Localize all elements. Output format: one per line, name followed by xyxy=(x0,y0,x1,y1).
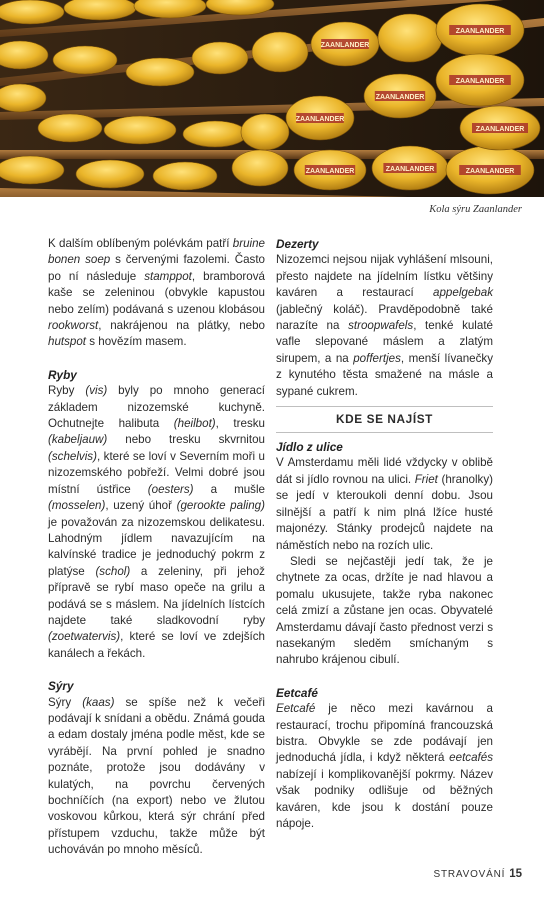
cheese-wheel xyxy=(252,32,308,72)
cheese-wheel xyxy=(364,74,436,118)
cheese-wheel xyxy=(311,22,379,66)
ryby-paragraph: Ryby (vis) byly po mnoho generací základem nizozemské kuchyně. Ochutnejte halibuta (heilbot), tresku (kabeljauw) nebo tresku skvrnitou (schelvis), které se loví v Severním moři u nizozemského pobřeží. Velmi dobré jsou místní ústřice (oesters) a mušle (mosselen), uzený úhoř (gerookte paling) je považován za nizozemskou delikatesu. Lahodným jídlem navazujícím na kalvínské tradice je jednoduchý pokrm z platýse (schol) a zeleniny, při jehož přípravě se rybí maso opeče na grilu a podává se s máslem. Na jídelních lístcích najdete také sladkovodní ryby (zoetwatervis), které se loví ve zdejších kanálech a řekách. xyxy=(48,384,266,660)
right-column xyxy=(276,236,493,832)
heading-syry: Sýry xyxy=(48,679,74,694)
syry-paragraph: Sýry (kaas) se spíše než k večeři podávají k snídani a obědu. Známá gouda a edam dostaly jména podle měst, kde se vyrábějí. Na první pohled je snadno poznáte, protože jsou dodávány v kulatých, na povrchu červených bochníčích (na export) nebo ve žlutou voskovou kůrkou, která sýr chrání před přístupem vzduchu, takže může být uchováván po mnoho měsíců. xyxy=(48,695,265,857)
cheese-wheel xyxy=(0,0,64,24)
cheese-wheel xyxy=(446,146,534,194)
cheese-wheel xyxy=(153,162,217,190)
svg-text:ZAANLANDER: ZAANLANDER xyxy=(465,168,515,175)
cheese-wheel xyxy=(460,106,540,150)
cheese-wheel xyxy=(0,84,46,112)
heading-ryby: Ryby xyxy=(48,367,77,382)
footer-section-name: STRAVOVÁNÍ xyxy=(433,869,506,880)
cheese-wheel xyxy=(38,114,102,142)
cheese-wheel xyxy=(294,150,366,190)
heading-eetcafe: Eetcafé xyxy=(276,685,318,700)
jidlo-paragraph-1: V Amsterdamu měli lidé vždycky v oblibě dát si jídlo rovnou na ulici. Friet (hranolky) se jedí v kteroukoli denní dobu. Jsou silnější a patří k nim plná lžíce husté majonézy. Stánky prodejců najdete na náměstích nebo na rozích ulic. xyxy=(276,456,494,552)
heading-jidlo-z-ulice: Jídlo z ulice xyxy=(276,440,343,455)
svg-text:ZAANLANDER: ZAANLANDER xyxy=(455,28,505,35)
svg-text:ZAANLANDER: ZAANLANDER xyxy=(295,116,345,123)
page-number: 15 xyxy=(509,868,522,880)
photo-caption: Kola sýru Zaanlander xyxy=(429,204,522,215)
svg-text:ZAANLANDER: ZAANLANDER xyxy=(375,94,425,101)
svg-text:ZAANLANDER: ZAANLANDER xyxy=(475,126,525,133)
eetcafe-paragraph: Eetcafé je něco mezi kavárnou a restaurací, trochu připomíná francouzská bistra. Obvykle se zde podávají jen jednoduchá jídla, i když některá eetcafés nabízejí i komplikovanější pokrmy. Název však podniky odlišuje od běžných kaváren, kde jsou k dostání pouze nápoje. xyxy=(276,702,493,830)
cheese-shelves-illustration xyxy=(0,0,544,197)
cheese-wheel xyxy=(0,156,64,184)
cheese-wheel xyxy=(76,160,144,188)
cheese-wheel xyxy=(53,46,117,74)
cheese-wheel xyxy=(126,58,194,86)
cheese-wheel xyxy=(436,54,524,106)
svg-text:ZAANLANDER: ZAANLANDER xyxy=(320,42,370,49)
cheese-wheel xyxy=(183,121,247,147)
page-footer xyxy=(433,868,522,880)
heading-dezerty: Dezerty xyxy=(276,237,319,251)
section-title-kde-se-najist: KDE SE NAJÍST xyxy=(276,406,493,433)
cheese-wheel xyxy=(241,114,289,150)
intro-paragraph: K dalším oblíbeným polévkám patří bruine bonen soep s červenými fazolemi. Často po ní následuje stamppot, bramborová kaše se zeleninou (obvykle kapustou nebo zelím) podávaná s uzenou klobásou rookworst, nakrájenou na plátky, nebo hutspot s hovězím masem. xyxy=(48,237,265,349)
left-column xyxy=(48,236,265,859)
cheese-wheel xyxy=(286,96,354,140)
cheese-wheel xyxy=(232,150,288,186)
svg-text:ZAANLANDER: ZAANLANDER xyxy=(385,166,435,173)
cheese-wheel xyxy=(104,116,176,144)
cheese-wheel xyxy=(372,146,448,190)
cheese-wheel xyxy=(378,14,442,62)
svg-text:ZAANLANDER: ZAANLANDER xyxy=(305,168,355,175)
svg-text:ZAANLANDER: ZAANLANDER xyxy=(455,78,505,85)
dezerty-paragraph: Nizozemci nejsou nijak vyhlášení mlsouni, přesto najdete na jídelním lístku většiny kaváren a restaurací appelgebak (jablečný koláč). Pravděpodobně také narazíte na stroopwafels, tenké kulaté vafle slepované máslem a zlatým sirupem, a na poffertjes, menší lívanečky z kynutého těsta smažené na másle a sypané cukrem. xyxy=(276,253,494,398)
cheese-photo xyxy=(0,0,544,197)
cheese-wheel xyxy=(436,4,524,56)
jidlo-paragraph-2: Sledi se nejčastěji jedí tak, že je chytnete za ocas, držíte je nad hlavou a pomalu ukusujete, takže ryba nakonec celá zmizí a zůstane jen ocas. Obyvatelé Amsterdamu dávají často přednost verzi s nasekaným sleděm smíchaným s nahrubo krájenou cibulí. xyxy=(276,554,493,667)
cheese-wheel xyxy=(192,42,248,74)
